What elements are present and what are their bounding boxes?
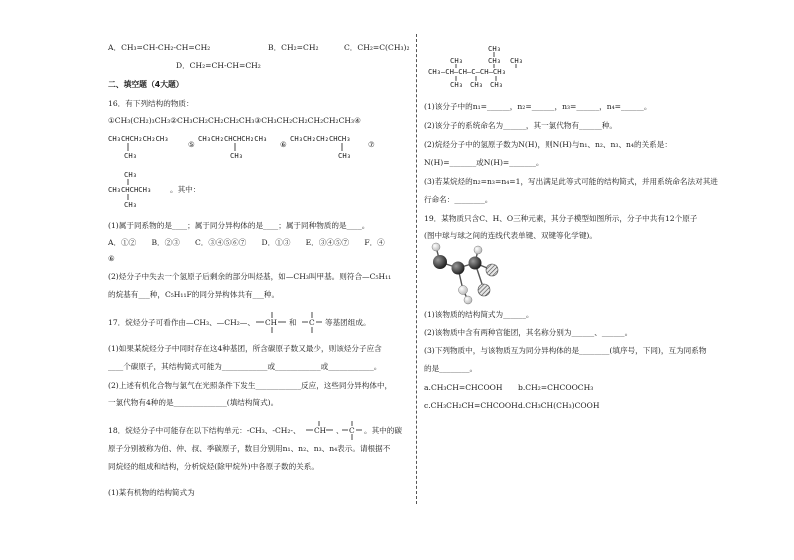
q19-question-2: (2)该物质中含有两种官能团，其名称分别为______、______。 xyxy=(424,328,633,337)
q16-question-1: (1)属于同系物的是____；属于同分异构体的是____；属于同种物质的是____。 xyxy=(108,221,370,230)
section-heading: 二、填空题（4大题） xyxy=(108,80,184,89)
r-main-chain: CH₃—CH—CH—C—CH—CH₃ xyxy=(428,67,506,76)
option-d: D．CH₂=CH-CH=CH₂ xyxy=(176,61,261,70)
q16-ch3-branch: CH₃ xyxy=(230,151,243,160)
q17-and: 和 xyxy=(289,318,297,327)
option-a: A．CH₃=CH-CH₂-CH=CH₂ xyxy=(108,43,211,52)
q16-ch3-branch: CH₃ xyxy=(124,151,137,160)
q16-options-cont: ⑥ xyxy=(108,254,115,263)
q18-intro-b: 。其中的碳 xyxy=(364,426,402,435)
q19-option-a: a.CH₃CH=CHCOOH xyxy=(424,383,503,392)
r-ch3-lower-mid: CH₃ xyxy=(470,80,483,89)
q19-question-1: (1)该物质的结构简式为______。 xyxy=(424,310,534,319)
r-ch3-upper-right: CH₃ xyxy=(510,56,523,65)
q16-structure-4: CH₃CHCH₂CH₂CH₃ xyxy=(108,134,169,143)
r-ch3-upper-left: CH₃ xyxy=(450,56,463,65)
q17-intro-a: 17．烷烃分子可看作由—CH₃、—CH₂—、 xyxy=(108,318,255,327)
q17-question-2b: 一氯代物有4种的是______________(填结构简式)。 xyxy=(108,398,279,407)
svg-text:、: 、 xyxy=(336,426,344,435)
q18-line2: 原子分别被称为伯、仲、叔、季碳原子，数目分别用n₁、n₂、n₃、n₄表示。请根据不 xyxy=(108,444,391,453)
r-question-4a: (3)若某烷烃的n₂=n₃=n₄=1，写出满足此等式可能的结构简式，并用系统命名法对其进 xyxy=(424,177,718,186)
r-ch3-lower-left: CH₃ xyxy=(450,80,463,89)
q17-question-1a: (1)如果某烷烃分子中同时存在这4种基团，所含碳原子数又最少，则该烃分子应含 xyxy=(108,344,382,353)
q16-structure-6: CH₃CH₂CH₂CHCH₃ xyxy=(290,134,351,143)
q18-line3: 同烷烃的组成和结构，分析烷烃(除甲烷外)中各原子数的关系。 xyxy=(108,462,319,471)
q16-structure-7-tail: 。其中： xyxy=(170,185,201,194)
q16-structure-5: CH₃CH₂CHCHCH₂CH₃ xyxy=(198,134,268,143)
q16-num-5: ⑤ xyxy=(188,140,195,149)
q16-num-7: ⑦ xyxy=(368,140,375,149)
q18-line4: (1)某有机物的结构简式为 xyxy=(108,488,195,497)
svg-text:C: C xyxy=(309,318,315,327)
q18-intro-a: 18．烷烃分子中可能存在以下结构单元：-CH₃、-CH₂-、 xyxy=(108,426,301,435)
q16-structure-7: CH₃CHCHCH₃ xyxy=(108,185,152,194)
r-question-1: (1)该分子中的n₁=______，n₂=______，n₃=______，n₄=______。 xyxy=(424,102,652,111)
q19-intro-a: 19．某物质只含C、H、O三种元素，其分子模型如图所示，分子中共有12个原子 xyxy=(424,214,698,223)
r-question-3a: (2)烷烃分子中的氢原子数为N(H)，则N(H)与n₁、n₂、n₃、n₄的关系是： xyxy=(424,140,672,149)
svg-text:CH: CH xyxy=(265,318,278,327)
q16-options: A．①② B．②③ C．③④⑤⑥⑦ D．①③ E．③④⑤⑦ F．④ xyxy=(108,238,385,247)
q19-intro-b: (图中球与球之间的连线代表单键、双键等化学键)。 xyxy=(424,231,597,240)
q16-intro: 16．有下列结构的物质： xyxy=(108,99,194,108)
r-question-4b: 行命名：________。 xyxy=(424,195,493,204)
r-ch3-upper-mid: CH₃ xyxy=(488,56,501,65)
q17-question-1b: ____个碳原子，其结构简式可能为____________或____________或____________。 xyxy=(108,362,382,371)
q19-question-3a: (3)下列物质中，与该物质互为同分异构体的是________(填序号，下同)，互为同系物 xyxy=(424,346,707,355)
option-c: C．CH₂=C(CH₃)₂ xyxy=(344,43,410,52)
q16-ch3-branch: CH₃ xyxy=(124,170,137,179)
q19-option-c: c.CH₃CH₂CH=CHCOOH xyxy=(424,401,518,410)
q16-question-2a: (2)烃分子中失去一个氢原子后剩余的部分叫烃基，如—CH₃叫甲基。则符合—C₅H₁₁ xyxy=(108,272,392,281)
r-question-2: (2)该分子的系统命名为______，其一氯代物有______种。 xyxy=(424,121,618,130)
q16-num-6: ⑥ xyxy=(280,140,287,149)
option-b: B．CH₂=CH₂ xyxy=(268,43,319,52)
svg-text:C: C xyxy=(349,426,355,435)
q16-question-2b: 的烷基有___种，C₅H₁₁F的同分异构体共有___种。 xyxy=(108,290,280,299)
q16-ch3-branch: CH₃ xyxy=(338,151,351,160)
q16-ch3-branch: CH₃ xyxy=(124,200,137,209)
q16-line1: ①CH₃(CH₂)₃CH₃②CH₃CH₂CH₂CH₂CH₃③CH₃CH₂CH₂CH₂CH₂CH₃④ xyxy=(108,116,361,125)
r-question-3b: N(H)=_______或N(H)=_______。 xyxy=(424,158,544,167)
q19-option-d: d.CH₃CH(CH₃)COOH xyxy=(518,401,600,410)
q17-question-2a: (2)上述有机化合物与氯气在光照条件下发生____________反应，这些同分异构体中， xyxy=(108,381,393,390)
q19-question-3b: 的是________。 xyxy=(424,364,478,373)
q19-option-b: b.CH₂=CHCOOCH₃ xyxy=(518,383,594,392)
q17-intro-b: 等基团组成。 xyxy=(325,318,371,327)
r-ch3-lower-right: CH₃ xyxy=(490,80,503,89)
r-ch3-top: CH₃ xyxy=(488,44,501,53)
svg-text:CH: CH xyxy=(314,426,327,435)
